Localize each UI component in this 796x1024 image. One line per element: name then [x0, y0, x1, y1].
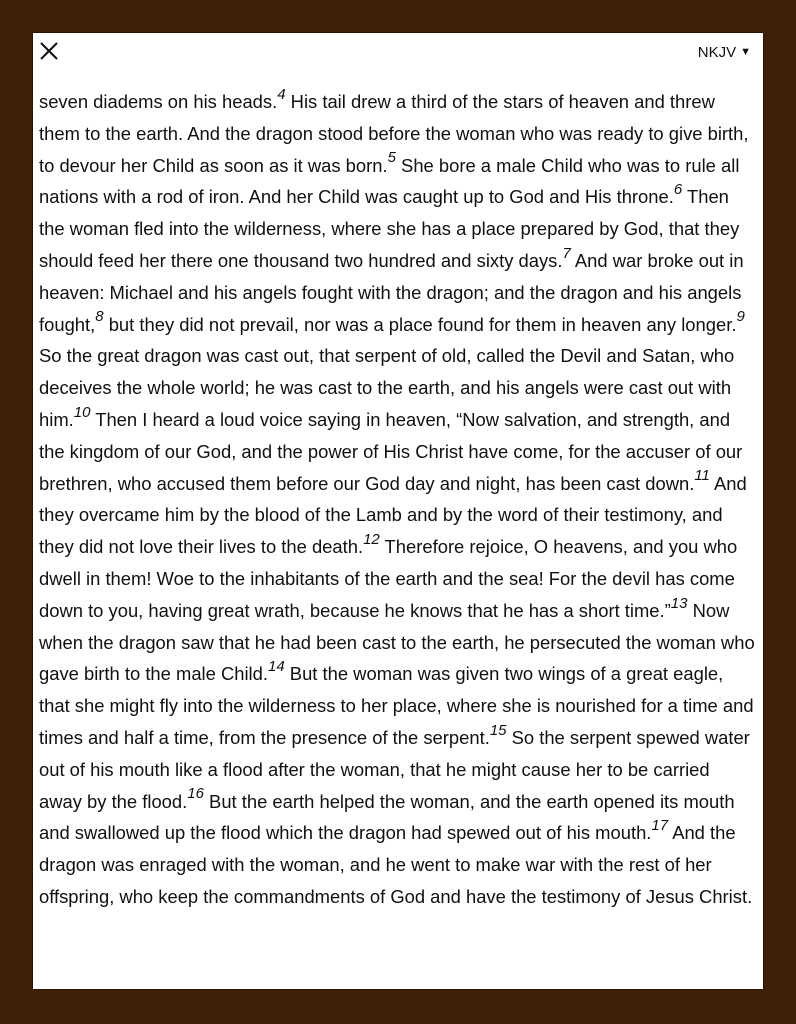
verse-text: His tail drew a third of the stars of heaven and threw them to the earth. And the dragon stood before the woman who was ready to give birth, to devour her Child as soon as it was born. [39, 91, 749, 176]
verse-number: 8 [95, 308, 104, 326]
verse-number: 9 [736, 308, 745, 326]
verse-text: And they overcame him by the blood of the Lamb and by the word of their testimony, and they did not love their lives to the death. [39, 472, 747, 558]
passage-text [39, 86, 757, 913]
verse-text: seven diadems on his heads. [39, 91, 278, 112]
verse-text: but they did not prevail, nor was a place found for them in heaven any longer. [103, 313, 737, 335]
caret-down-icon: ▼ [740, 46, 751, 58]
reader-panel [32, 32, 764, 990]
verse-number: 10 [73, 403, 91, 421]
verse-text: So the great dragon was cast out, that serpent of old, called the Devil and Satan, who deceives the whole world; he was cast to the earth, and his angels were cast out with him. [39, 345, 735, 430]
verse-text: But the woman was given two wings of a great eagle, that she might fly into the wilderness to her place, where she is nourished for a time and times and half a time, from the presence of the serpent. [39, 663, 754, 748]
verse-text: Now when the dragon saw that he had been cast to the earth, he persecuted the woman who gave birth to the male Child. [39, 599, 755, 685]
version-selector[interactable] [698, 44, 751, 61]
verse-text: Therefore rejoice, O heavens, and you who dwell in them! Woe to the inhabitants of the earth and the sea! For the devil has come down to you, having great wrath, because he knows that he has a short time.” [39, 536, 738, 621]
verse-text: And war broke out in heaven: Michael and his angels fought with the dragon; and the dragon and his angels fought, [39, 249, 744, 335]
verse-text: So the serpent spewed water out of his mouth like a flood after the woman, that he might cause her to be carried away by the flood. [39, 726, 750, 812]
verse-number: 16 [187, 785, 204, 803]
verse-number: 12 [363, 531, 380, 549]
verse-number: 6 [673, 181, 683, 199]
close-button[interactable] [38, 40, 60, 62]
verse-number: 4 [277, 85, 286, 103]
verse-number: 15 [489, 721, 507, 739]
close-icon [38, 40, 60, 62]
verse-number: 7 [562, 244, 571, 262]
verse-number: 17 [651, 817, 669, 835]
verse-number: 14 [268, 658, 285, 676]
verse-number: 11 [694, 467, 710, 485]
verse-number: 5 [387, 149, 396, 167]
version-label: NKJV [697, 44, 737, 61]
verse-text: Then the woman fled into the wilderness, where she has a place prepared by God, that they should feed her there one thousand two hundred and sixty days. [39, 186, 740, 271]
verse-number: 13 [670, 594, 688, 612]
verse-text: And the dragon was enraged with the woman, and he went to make war with the rest of her offspring, who keep the commandments of God and have the testimony of Jesus Christ. [39, 822, 753, 907]
verse-text: She bore a male Child who was to rule all nations with a rod of iron. And her Child was caught up to God and His throne. [39, 154, 740, 208]
verse-text: But the earth helped the woman, and the earth opened its mouth and swallowed up the flood which the dragon had spewed out of his mouth. [39, 790, 735, 844]
verse-text: Then I heard a loud voice saying in heaven, “Now salvation, and strength, and the kingdom of our God, and the power of His Christ have come, for the accuser of our brethren, who accused them before our God day and night, has been cast down. [39, 408, 743, 494]
